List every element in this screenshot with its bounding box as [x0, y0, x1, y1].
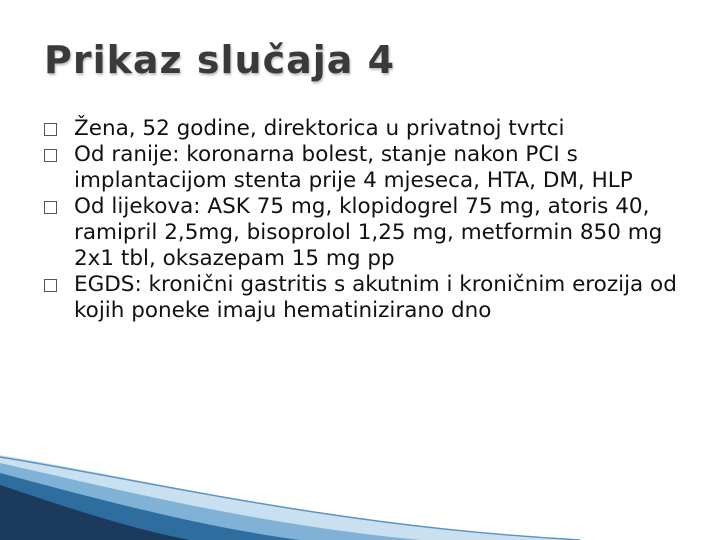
- square-bullet-icon: [44, 201, 57, 214]
- bullet-list: [44, 116, 704, 324]
- square-bullet-icon: [44, 123, 57, 136]
- slide-title: Prikaz slučaja 4: [44, 38, 396, 82]
- bullet-item: [44, 116, 704, 142]
- square-bullet-icon: [44, 279, 57, 292]
- bullet-text: Od lijekova: ASK 75 mg, klopidogrel 75 mg, atoris 40, ramipril 2,5mg, bisoprolol 1,25 mg, metformin 850 mg 2x1 tbl, oksazepam 15 mg pp: [74, 194, 663, 271]
- bullet-item: [44, 272, 704, 324]
- square-bullet-icon: [44, 149, 57, 162]
- bullet-item: [44, 194, 704, 272]
- bullet-text: Od ranije: koronarna bolest, stanje nakon PCI s implantacijom stenta prije 4 mjeseca, HTA, DM, HLP: [74, 142, 633, 193]
- bullet-item: [44, 142, 704, 194]
- bullet-text: EGDS: kronični gastritis s akutnim i kroničnim erozija od kojih poneke imaju hematinizirano dno: [74, 272, 677, 323]
- decorative-wave: [0, 455, 720, 540]
- bullet-text: Žena, 52 godine, direktorica u privatnoj tvrtci: [74, 116, 565, 141]
